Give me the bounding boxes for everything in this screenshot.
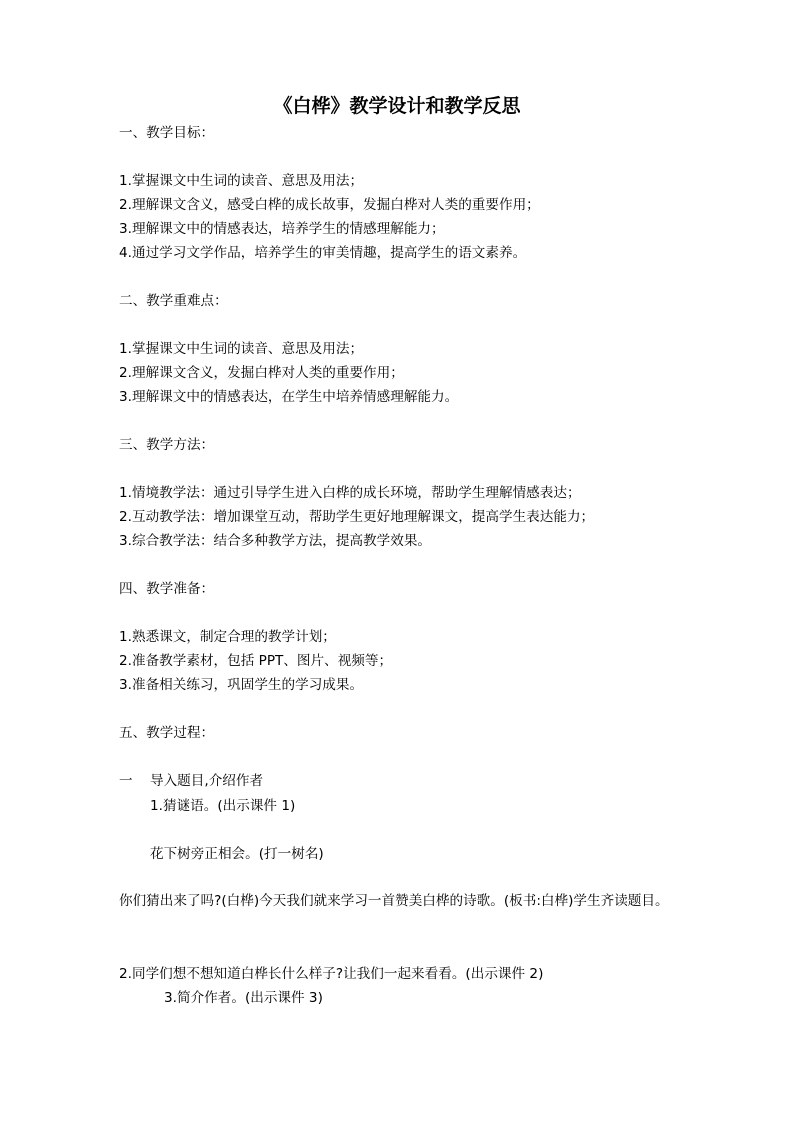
section-heading-preparation: 四、教学准备：	[119, 581, 215, 597]
method-item: 1.情境教学法：通过引导学生进入白桦的成长环境，帮助学生理解情感表达；	[119, 485, 581, 501]
method-item: 2.互动教学法：增加课堂互动，帮助学生更好地理解课文，提高学生表达能力；	[119, 509, 595, 525]
preparation-item: 1.熟悉课文，制定合理的教学计划；	[119, 629, 336, 645]
process-step-marker: 一	[119, 773, 133, 789]
process-paragraph: 你们猜出来了吗?(白桦)今天我们就来学习一首赞美白桦的诗歌。(板书:白桦)学生齐读题目。	[119, 893, 669, 909]
key-point-item: 2.理解课文含义，发掘白桦对人类的重要作用；	[119, 365, 404, 381]
goal-item: 1.掌握课文中生词的读音、意思及用法；	[119, 173, 364, 189]
goal-item: 3.理解课文中的情感表达，培养学生的情感理解能力；	[119, 221, 445, 237]
goal-item: 2.理解课文含义，感受白桦的成长故事，发掘白桦对人类的重要作用；	[119, 197, 540, 213]
process-riddle: 花下树旁正相会。(打一树名)	[150, 846, 324, 862]
preparation-item: 2.准备教学素材，包括 PPT、图片、视频等；	[119, 653, 393, 669]
section-heading-key-points: 二、教学重难点：	[119, 293, 228, 309]
key-point-item: 3.理解课文中的情感表达，在学生中培养情感理解能力。	[119, 389, 459, 405]
section-heading-process: 五、教学过程：	[119, 725, 215, 741]
section-heading-goals: 一、教学目标：	[119, 125, 215, 141]
method-item: 3.综合教学法：结合多种教学方法，提高教学效果。	[119, 533, 432, 549]
goal-item: 4.通过学习文学作品，培养学生的审美情趣，提高学生的语文素养。	[119, 245, 527, 261]
process-step-title: 导入题目,介绍作者	[150, 773, 264, 789]
process-sub-item: 2.同学们想不想知道白桦长什么样子?让我们一起来看看。(出示课件 2)	[119, 966, 544, 982]
process-sub-item: 1.猜谜语。(出示课件 1)	[150, 798, 296, 814]
process-sub-item: 3.简介作者。(出示课件 3)	[164, 990, 323, 1006]
preparation-item: 3.准备相关练习，巩固学生的学习成果。	[119, 677, 364, 693]
section-heading-methods: 三、教学方法：	[119, 437, 215, 453]
document-title: 《白桦》教学设计和教学反思	[273, 95, 521, 117]
key-point-item: 1.掌握课文中生词的读音、意思及用法；	[119, 341, 364, 357]
